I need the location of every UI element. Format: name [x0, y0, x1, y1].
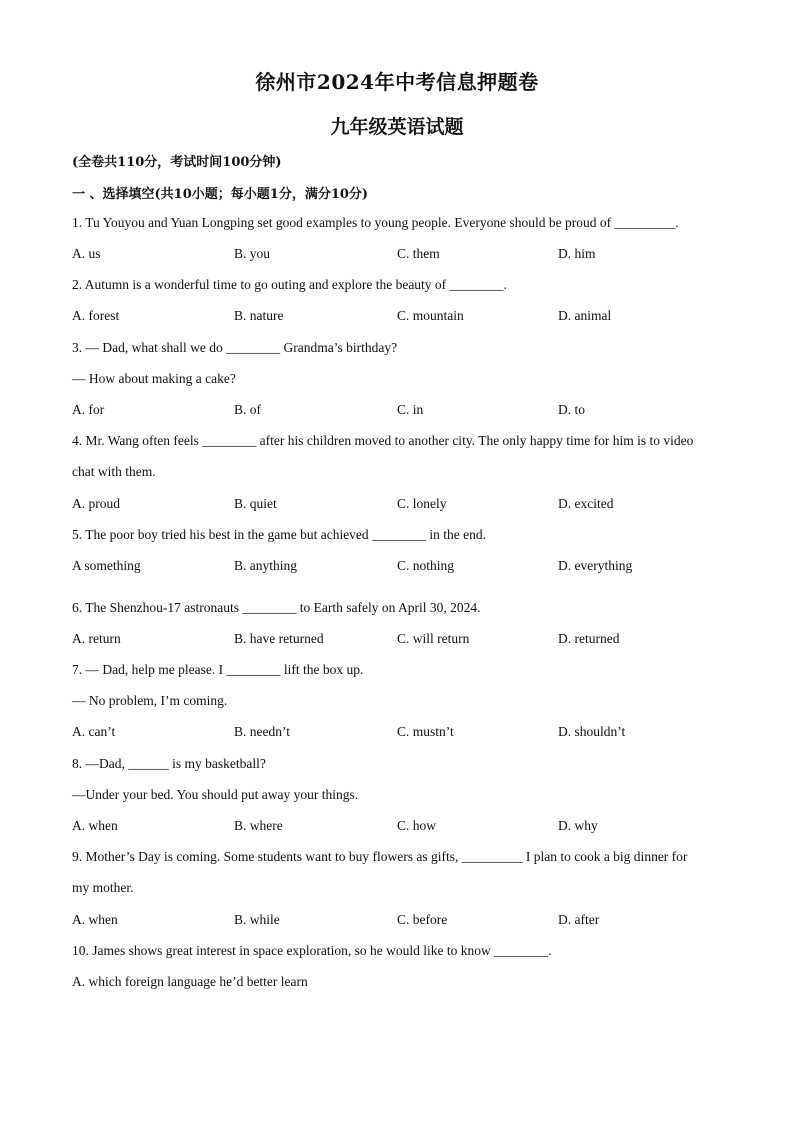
question-6-option-a: A. return	[72, 631, 121, 646]
question-1-option-d: D. him	[558, 246, 596, 261]
question-6-option-c: C. will return	[397, 631, 470, 646]
question-10-stem: 10. James shows great interest in space exploration, so he would like to know ________.	[72, 943, 552, 958]
question-1-option-c: C. them	[397, 246, 440, 261]
question-2-option-d: D. animal	[558, 308, 612, 323]
question-9-option-a: A. when	[72, 912, 118, 927]
question-5-option-c: C. nothing	[397, 558, 455, 573]
question-4-option-b: B. quiet	[234, 496, 277, 511]
question-2-option-b: B. nature	[234, 308, 284, 323]
question-8-option-c: C. how	[397, 818, 437, 833]
question-9-option-c: C. before	[397, 912, 448, 927]
question-3-option-a: A. for	[72, 402, 105, 417]
question-8-option-d: D. why	[558, 818, 598, 833]
question-3-option-d: D. to	[558, 402, 585, 417]
question-5-option-b: B. anything	[234, 558, 297, 573]
question-2-option-c: C. mountain	[397, 308, 464, 323]
question-8-stem-line-2: —Under your bed. You should put away your things.	[72, 787, 359, 802]
question-1-option-b: B. you	[234, 246, 271, 261]
question-8-option-a: A. when	[72, 818, 118, 833]
question-8-option-b: B. where	[234, 818, 283, 833]
question-1-option-a: A. us	[72, 246, 101, 261]
exam-subtitle: 九年级英语试题	[330, 116, 464, 138]
question-9-stem: 9. Mother’s Day is coming. Some students want to buy flowers as gifts, _________ I plan to cook a big dinner for	[72, 849, 688, 864]
question-4-option-a: A. proud	[72, 496, 120, 511]
question-1-stem: 1. Tu Youyou and Yuan Longping set good examples to young people. Everyone should be proud of _________.	[72, 215, 679, 230]
question-7-option-d: D. shouldn’t	[558, 724, 626, 739]
section-title: 一 、选择填空(共10小题；每小题1分，满分10分)	[72, 187, 369, 202]
question-3-stem: 3. — Dad, what shall we do ________ Grandma’s birthday?	[72, 340, 398, 355]
question-2-option-a: A. forest	[72, 308, 120, 323]
question-6-option-d: D. returned	[558, 631, 620, 646]
question-7-option-a: A. can’t	[72, 724, 116, 739]
question-4-option-d: D. excited	[558, 496, 614, 511]
question-4-stem-line-2: chat with them.	[72, 464, 156, 479]
question-7-stem: 7. — Dad, help me please. I ________ lift the box up.	[72, 662, 364, 677]
question-4-option-c: C. lonely	[397, 496, 447, 511]
question-3-option-b: B. of	[234, 402, 261, 417]
question-5-option-d: D. everything	[558, 558, 633, 573]
question-6-stem: 6. The Shenzhou-17 astronauts ________ to Earth safely on April 30, 2024.	[72, 600, 481, 615]
question-7-stem-line-2: — No problem, I’m coming.	[72, 693, 228, 708]
exam-info: (全卷共110分，考试时间100分钟)	[72, 155, 282, 170]
question-8-stem: 8. —Dad, ______ is my basketball?	[72, 756, 266, 771]
question-10-option-a: A. which foreign language he’d better learn	[72, 974, 308, 989]
question-5-stem: 5. The poor boy tried his best in the game but achieved ________ in the end.	[72, 527, 487, 542]
exam-title: 徐州市2024年中考信息押题卷	[255, 70, 539, 94]
question-5-option-a: A something	[72, 558, 141, 573]
question-7-option-c: C. mustn’t	[397, 724, 454, 739]
question-3-stem-line-2: — How about making a cake?	[72, 371, 236, 386]
question-9-stem-line-2: my mother.	[72, 880, 134, 895]
question-9-option-b: B. while	[234, 912, 280, 927]
question-9-option-d: D. after	[558, 912, 600, 927]
question-4-stem: 4. Mr. Wang often feels ________ after his children moved to another city. The only happy time for him is to video	[72, 433, 694, 448]
question-2-stem: 2. Autumn is a wonderful time to go outing and explore the beauty of ________.	[72, 277, 507, 292]
question-7-option-b: B. needn’t	[234, 724, 290, 739]
question-3-option-c: C. in	[397, 402, 424, 417]
question-6-option-b: B. have returned	[234, 631, 324, 646]
